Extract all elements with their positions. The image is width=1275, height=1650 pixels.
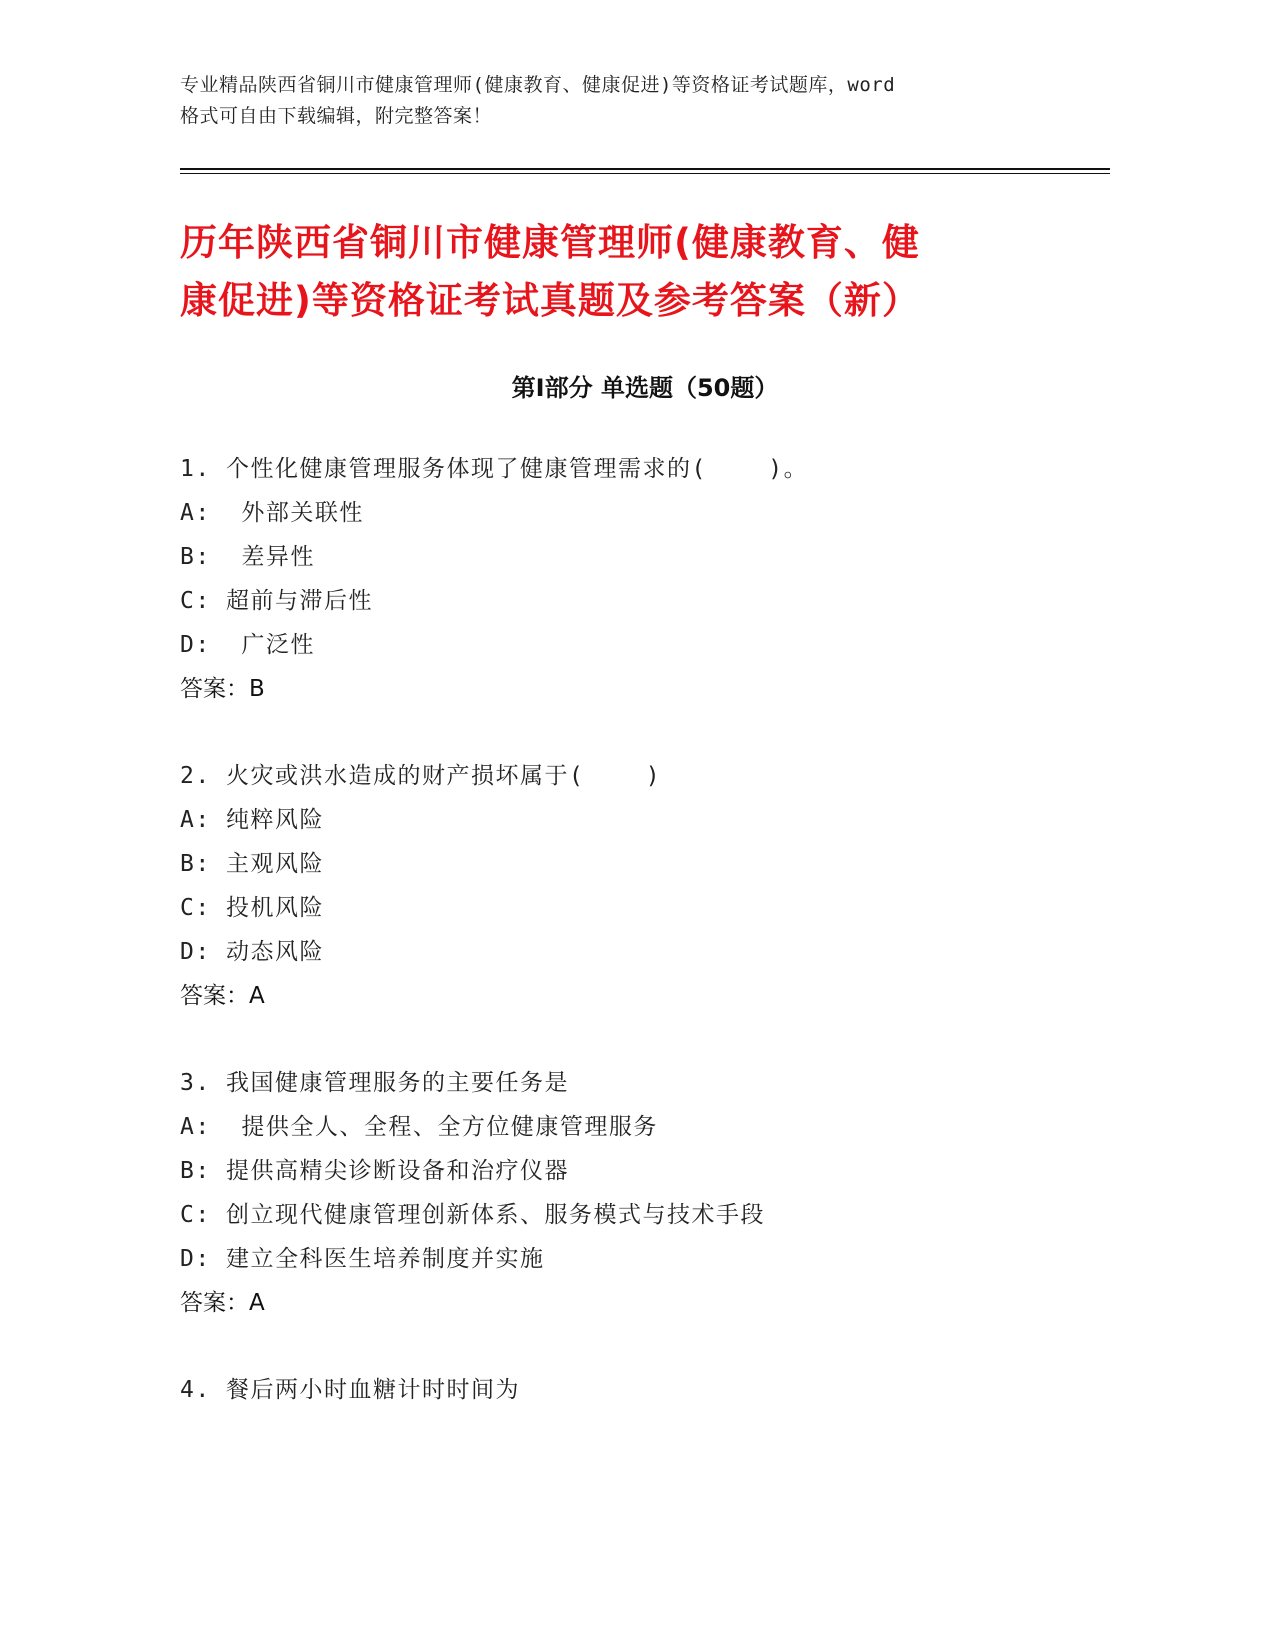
question-stem: 3. 我国健康管理服务的主要任务是 [180,1070,570,1096]
question-stem: 4. 餐后两小时血糖计时时间为 [180,1377,521,1403]
answer: 答案：A [180,983,265,1009]
option-c: C: 创立现代健康管理创新体系、服务模式与技术手段 [180,1202,766,1228]
question-stem: 2. 火灾或洪水造成的财产损坏属于( ) [180,763,662,789]
document-title-line-1: 历年陕西省铜川市健康管理师(健康教育、健 [180,221,920,264]
option-b: B: 差异性 [180,544,315,570]
document-page [180,70,1110,1455]
question-stem: 1. 个性化健康管理服务体现了健康管理需求的( )。 [180,456,809,482]
question-list [180,447,1110,1412]
option-d: D: 建立全科医生培养制度并实施 [180,1246,545,1272]
question-1 [180,447,1110,711]
option-a: A: 外部关联性 [180,500,364,526]
answer: 答案：A [180,1290,265,1316]
option-a: A: 提供全人、全程、全方位健康管理服务 [180,1114,658,1140]
option-b: B: 主观风险 [180,851,325,877]
document-title-line-2: 康促进)等资格证考试真题及参考答案（新） [180,279,920,322]
option-b: B: 提供高精尖诊断设备和治疗仪器 [180,1158,570,1184]
header-note-line-1: 专业精品陕西省铜川市健康管理师(健康教育、健康促进)等资格证考试题库，word [180,74,896,96]
section-title: 第Ⅰ部分 单选题（50题） [511,374,779,402]
document-title [180,214,1110,330]
answer: 答案：B [180,676,265,702]
option-c: C: 超前与滞后性 [180,588,374,614]
option-d: D: 动态风险 [180,939,325,965]
header-note-line-2: 格式可自由下载编辑，附完整答案！ [180,105,493,127]
question-3 [180,1061,1110,1325]
question-2 [180,754,1110,1018]
option-c: C: 投机风险 [180,895,325,921]
option-d: D: 广泛性 [180,632,315,658]
question-4 [180,1368,1110,1412]
option-a: A: 纯粹风险 [180,807,325,833]
header-divider [180,168,1110,174]
